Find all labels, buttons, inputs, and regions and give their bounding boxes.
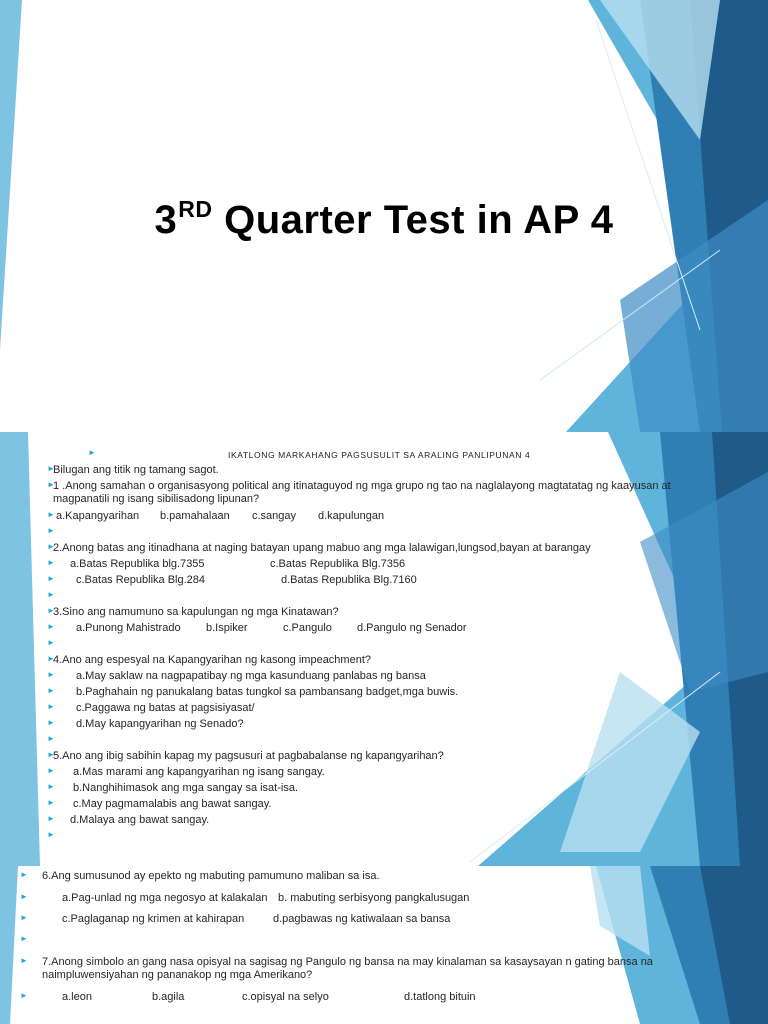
bullet-icon: ► (20, 913, 28, 922)
bullet-icon: ► (47, 654, 55, 663)
choice-c: c.opisyal na selyo (242, 991, 329, 1003)
bullet-icon: ► (47, 464, 55, 473)
question-1-text: 1 .Anong samahan o organisasyong political ang itinataguyod ng mga grupo ng tao na naglalayong magtatatag ng kaayusan at (53, 480, 671, 492)
question-5-choice-d: d.Malaya ang bawat sangay. (70, 814, 210, 826)
question-3-text: 3.Sino ang namumuno sa kapulungan ng mga Kinatawan? (53, 606, 339, 618)
choice-a: a.Kapangyarihan (56, 510, 140, 522)
choice-a: a.leon (62, 991, 92, 1003)
bullet-icon: ► (20, 870, 28, 879)
choice-d: d.tatlong bituin (404, 991, 476, 1003)
bullet-icon: ► (47, 638, 55, 647)
bullet-icon: ► (47, 686, 55, 695)
bullet-icon: ► (47, 766, 55, 775)
question-5-choice-b: b.Nanghihimasok ang mga sangay sa isat-isa. (73, 782, 299, 794)
question-5-text: 5.Ano ang ibig sabihin kapag my pagsusuri at pagbabalanse ng kapangyarihan? (53, 750, 444, 762)
bullet-icon: ► (47, 574, 55, 583)
question-5-choice-c: c.May pagmamalabis ang bawat sangay. (73, 798, 272, 810)
choice-d: d.Batas Republika Blg.7160 (281, 574, 417, 586)
question-4-choice-d: d.May kapangyarihan ng Senado? (76, 718, 244, 730)
question-4-text: 4.Ano ang espesyal na Kapangyarihan ng kasong impeachment? (53, 654, 372, 666)
question-7-text-cont: naimpluwensiyahan ng pananakop ng mga Amerikano? (42, 969, 313, 981)
bullet-icon: ► (47, 718, 55, 727)
bullet-icon: ► (20, 956, 28, 965)
question-2-choices-row-1 (70, 558, 405, 571)
bullet-icon: ► (47, 670, 55, 679)
choice-d: d.pagbawas ng katiwalaan sa bansa (273, 913, 451, 925)
bullet-icon: ► (47, 782, 55, 791)
choice-b: b.pamahalaan (160, 510, 230, 522)
question-5-choice-a: a.Mas marami ang kapangyarihan ng isang sangay. (73, 766, 325, 778)
choice-b: b.agila (152, 991, 185, 1003)
test-heading: IKATLONG MARKAHANG PAGSUSULIT SA ARALING PANLIPUNAN 4 (228, 450, 531, 460)
choice-d: d.Pangulo ng Senador (357, 622, 467, 634)
question-6-text: 6.Ang sumusunod ay epekto ng mabuting pamumuno maliban sa isa. (42, 870, 380, 882)
bullet-icon: ► (47, 590, 55, 599)
question-7-text: 7.Anong simbolo an gang nasa opisyal na sagisag ng Pangulo ng bansa na may kinalaman sa kasaysayan n gating bansa na (42, 956, 653, 968)
bullet-icon: ► (47, 558, 55, 567)
choice-a: a.Punong Mahistrado (76, 622, 181, 634)
question-4-choice-a: a.May saklaw na nagpapatibay ng mga kasunduang panlabas ng bansa (76, 670, 426, 682)
bullet-icon: ► (47, 606, 55, 615)
bullet-icon: ► (47, 814, 55, 823)
choice-b: b. mabuting serbisyong pangkalusugan (278, 892, 470, 904)
choice-c: c.Pangulo (283, 622, 332, 634)
bullet-icon: ► (47, 798, 55, 807)
bullet-icon: ► (20, 892, 28, 901)
questions-slide-2 (0, 866, 768, 1024)
bullet-icon: ► (47, 480, 55, 489)
choice-c: c.sangay (252, 510, 297, 522)
choice-a: a.Batas Republika blg.7355 (70, 558, 205, 570)
choice-d: d.kapulungan (318, 510, 385, 522)
choice-c: c.Batas Republika Blg.7356 (270, 558, 406, 570)
question-2-text: 2.Anong batas ang itinadhana at naging batayan upang mabuo ang mga lalawigan,lungsod,bayan at barangay (53, 542, 591, 554)
bullet-icon: ► (20, 991, 28, 1000)
bullet-icon: ► (47, 734, 55, 743)
bullet-icon: ► (88, 448, 96, 457)
question-7-choices (62, 991, 476, 1004)
question-6-choices-row-1 (62, 892, 469, 905)
choice-b: b.Ispiker (206, 622, 248, 634)
choice-c: c.Batas Republika Blg.284 (76, 574, 206, 586)
question-1-text-cont: magpanatili ng isang sibilisadong lipunan? (53, 493, 260, 505)
question-4-choice-b: b.Paghahain ng panukalang batas tungkol sa pambansang badget,mga buwis. (76, 686, 459, 698)
bullet-icon: ► (47, 702, 55, 711)
bullet-icon: ► (47, 622, 55, 631)
title-slide (0, 0, 768, 432)
bullet-icon: ► (20, 934, 28, 943)
bullet-icon: ► (47, 750, 55, 759)
question-6-choices-row-2 (62, 913, 450, 926)
bullet-icon: ► (47, 510, 55, 519)
question-1-choices (56, 510, 384, 523)
choice-c: c.Paglaganap ng krimen at kahirapan (62, 913, 245, 925)
question-4-choice-c: c.Paggawa ng batas at pagsisiyasat/ (76, 702, 255, 714)
question-3-choices (76, 622, 466, 635)
bullet-icon: ► (47, 830, 55, 839)
question-2-choices-row-2 (76, 574, 417, 587)
questions-slide-1 (0, 432, 768, 866)
bullet-icon: ► (47, 542, 55, 551)
choice-a: a.Pag-unlad ng mga negosyo at kalakalan (62, 892, 268, 904)
slide-title: 3RD Quarter Test in AP 4 (154, 196, 614, 242)
bullet-icon: ► (47, 526, 55, 535)
instruction-text: Bilugan ang titik ng tamang sagot. (53, 464, 219, 476)
